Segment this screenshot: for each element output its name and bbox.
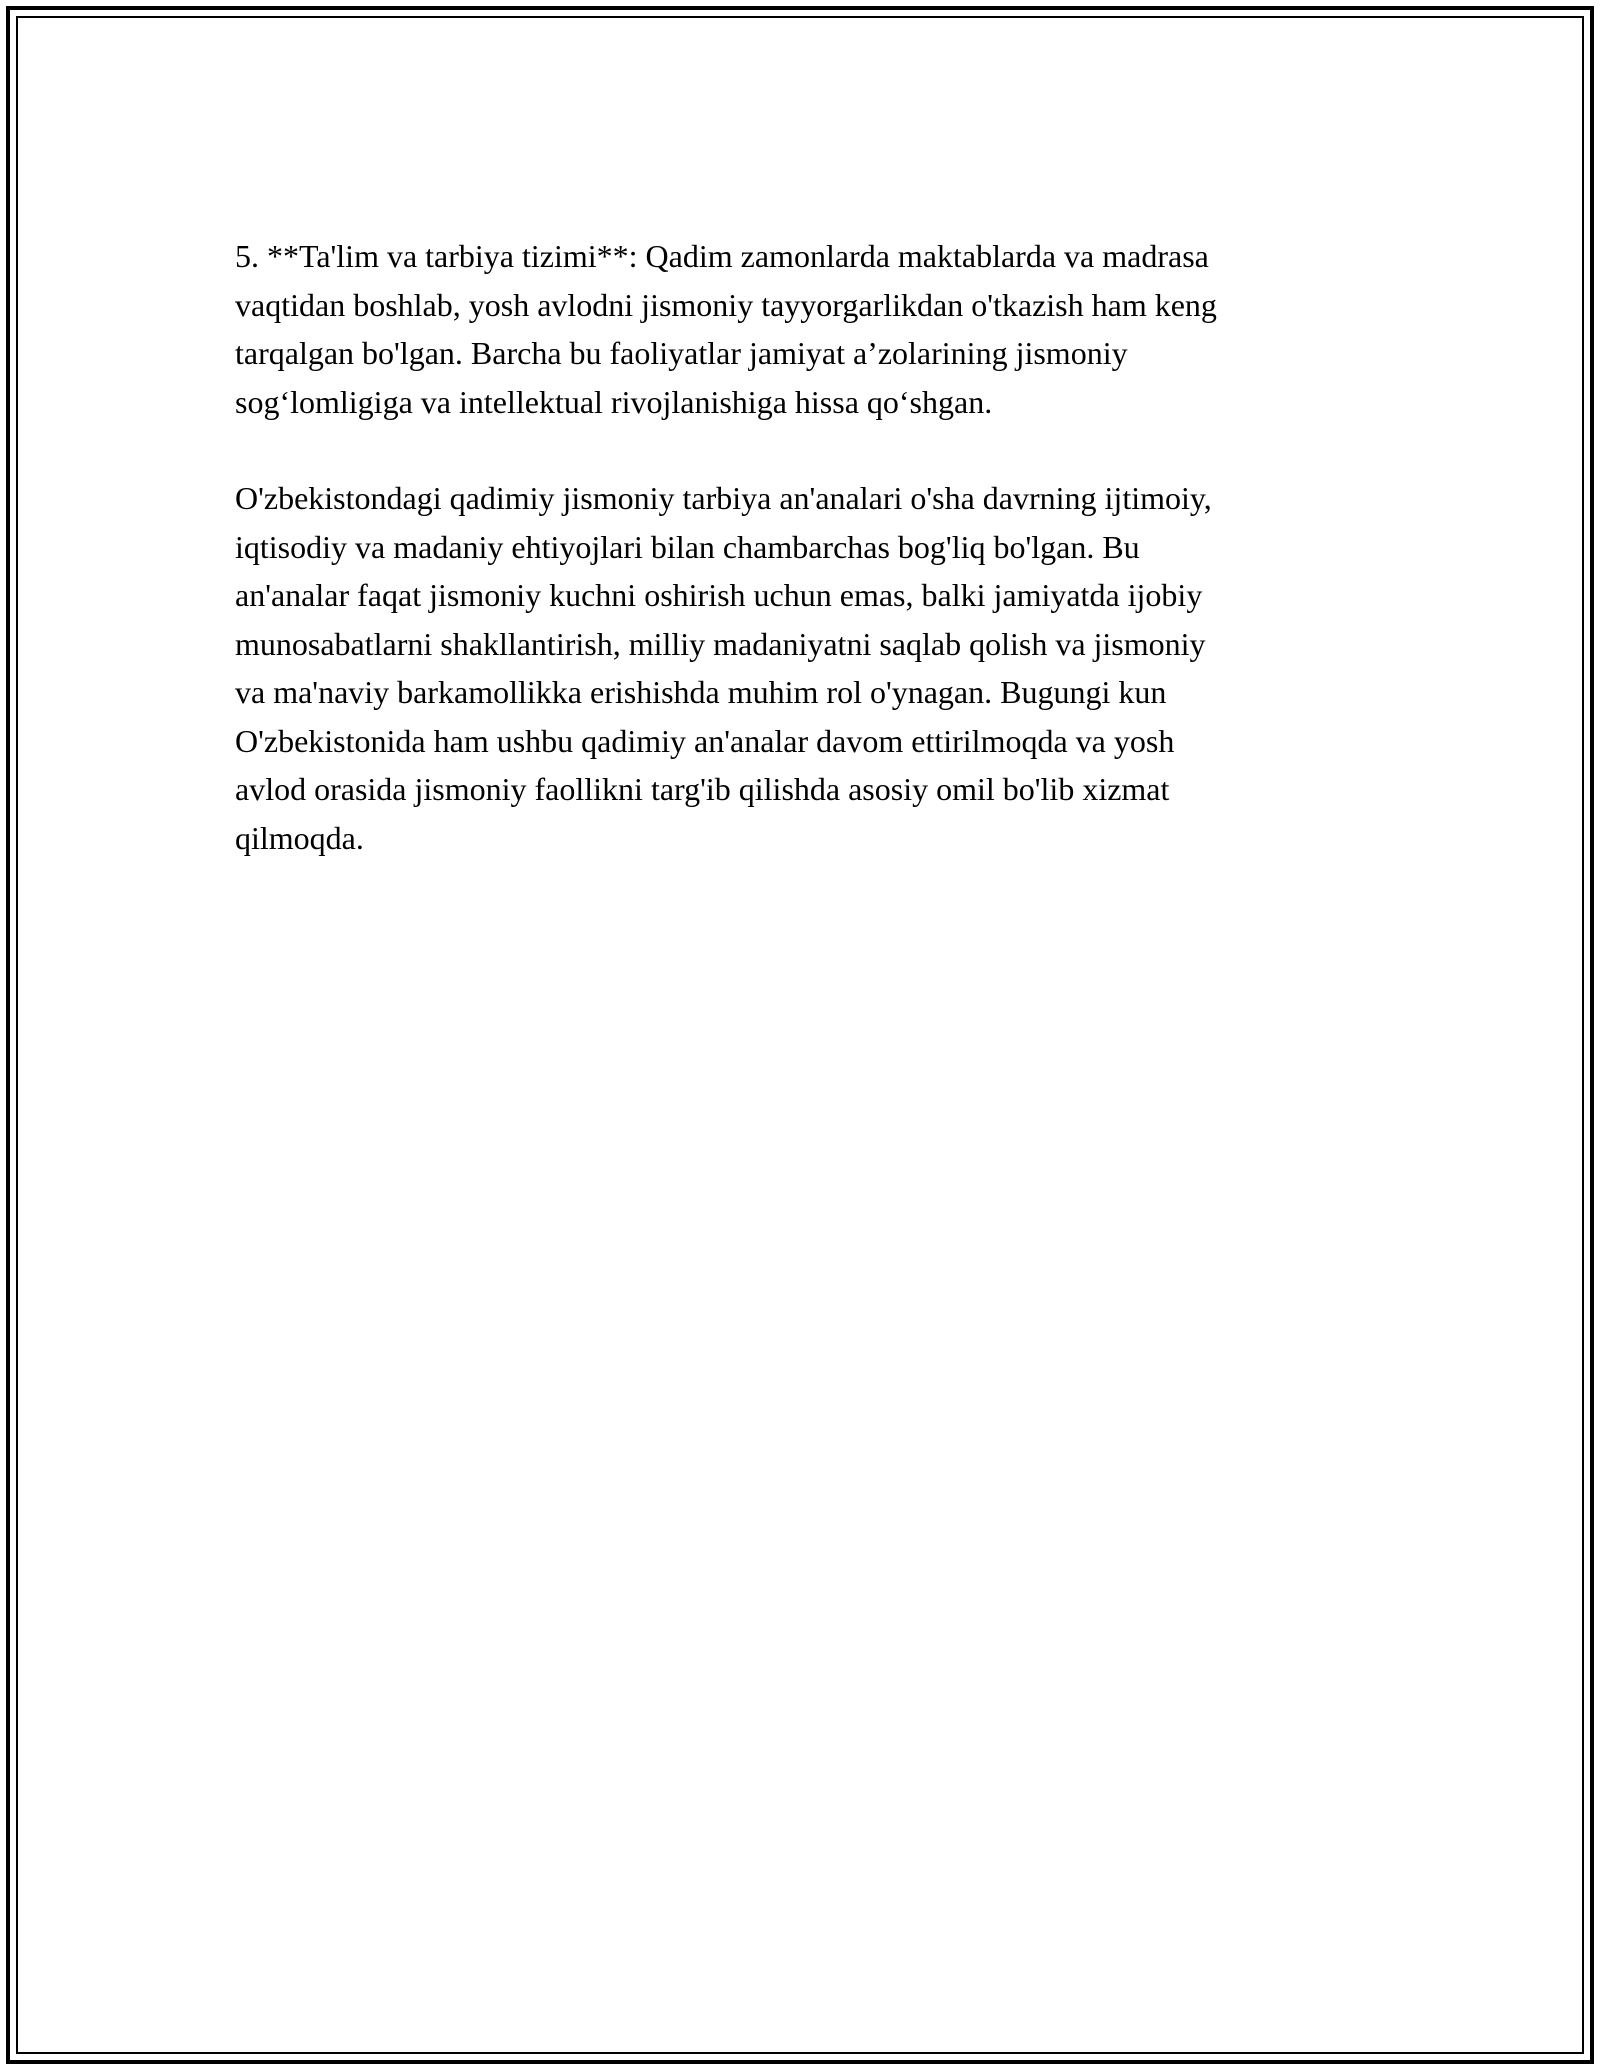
text-line: O'zbekistondagi qadimiy jismoniy tarbiya an'analari o'sha davrning ijtimoiy, xyxy=(235,480,1212,516)
text-line: an'analar faqat jismoniy kuchni oshirish uchun emas, balki jamiyatda ijobiy xyxy=(235,577,1203,613)
text-line: vaqtidan boshlab, yosh avlodni jismoniy tayyorgarlikdan o'tkazish ham keng xyxy=(235,286,1217,323)
paragraph-conclusion xyxy=(235,474,1385,862)
text-line: O'zbekistonida ham ushbu qadimiy an'analar davom ettirilmoqda va yosh xyxy=(235,722,1175,759)
text-line: tarqalgan bo'lgan. Barcha bu faoliyatlar jamiyat a’zolarining jismoniy xyxy=(235,335,1128,371)
paragraph-education-system xyxy=(235,232,1385,426)
text-line: avlod orasida jismoniy faollikni targ'ib qilishda asosiy omil bo'lib xizmat xyxy=(235,771,1170,807)
text-line: qilmoqda. xyxy=(235,819,364,856)
text-line: iqtisodiy va madaniy ehtiyojlari bilan chambarchas bog'liq bo'lgan. Bu xyxy=(235,528,1140,565)
text-line: 5. **Ta'lim va tarbiya tizimi**: Qadim zamonlarda maktablarda va madrasa xyxy=(235,238,1209,274)
text-line: sog‘lomligiga va intellektual rivojlanishiga hissa qo‘shgan. xyxy=(235,383,993,420)
text-line: munosabatlarni shakllantirish, milliy madaniyatni saqlab qolish va jismoniy xyxy=(235,625,1206,662)
document-body xyxy=(235,232,1385,862)
text-line: va ma'naviy barkamollikka erishishda muhim rol o'ynagan. Bugungi kun xyxy=(235,674,1167,710)
